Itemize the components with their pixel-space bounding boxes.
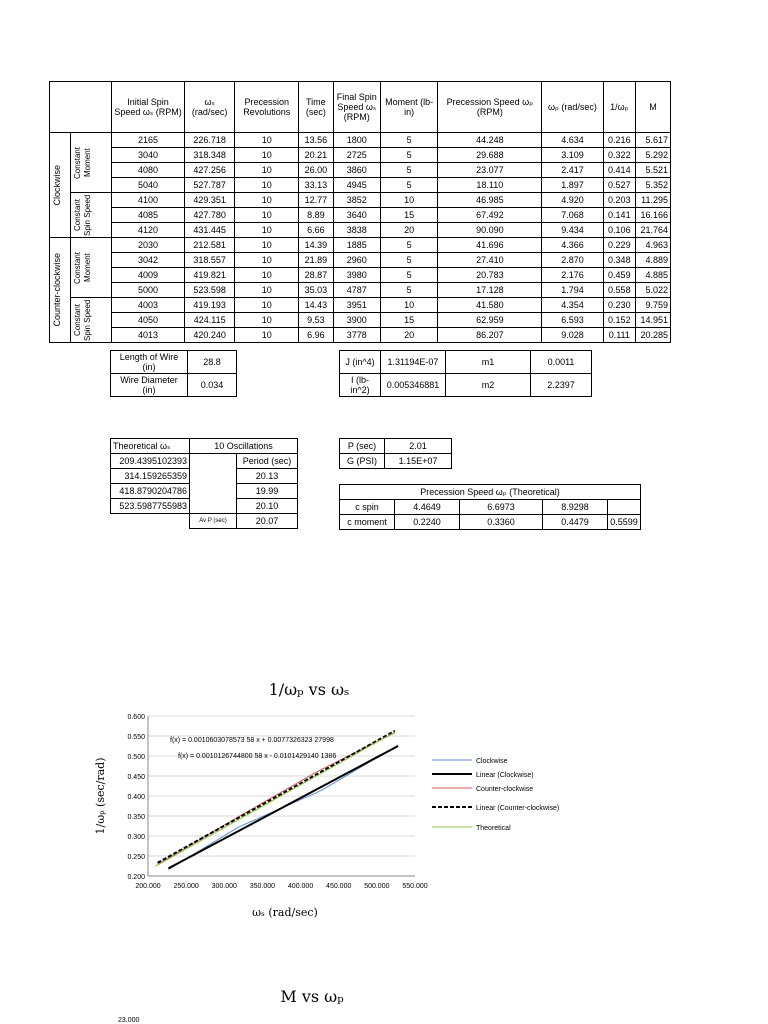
- table-cell: 4.634: [542, 133, 603, 148]
- theoretical-value: 523.5987755983: [111, 499, 190, 514]
- p-label: P (sec): [340, 439, 385, 454]
- table-cell: 10: [235, 268, 299, 283]
- table-cell: 41.696: [438, 238, 542, 253]
- avg-period-value: 20.07: [237, 514, 298, 529]
- subgroup-label: [70, 298, 111, 343]
- p-value: 2.01: [385, 439, 452, 454]
- table-cell: 10: [235, 178, 299, 193]
- table-cell: 5040: [111, 178, 184, 193]
- header-blank: [50, 82, 112, 133]
- table-cell: 2030: [111, 238, 184, 253]
- table-cell: 10: [235, 283, 299, 298]
- table-cell: 10: [235, 148, 299, 163]
- direction-text: Counter-clockwise: [52, 253, 62, 327]
- table-row: [50, 193, 671, 208]
- table-cell: 6.66: [299, 223, 333, 238]
- chart2-title: M vs ωₚ: [280, 987, 344, 1006]
- measurements-table: [49, 81, 671, 343]
- j-value: 1.31194E-07: [381, 351, 446, 374]
- table-cell: 1885: [333, 238, 381, 253]
- constants-table: [339, 438, 452, 469]
- y-tick-label: 0.200: [127, 874, 145, 881]
- subgroup-text: Constant Moment: [72, 251, 92, 284]
- table-row: [111, 374, 237, 397]
- table-cell: 4009: [111, 268, 184, 283]
- theoretical-header: Theoretical ωₛ: [111, 439, 190, 454]
- table-cell: 4787: [333, 283, 381, 298]
- table-cell: 35.03: [299, 283, 333, 298]
- direction-label: [50, 238, 71, 343]
- table-cell: 4120: [111, 223, 184, 238]
- table-cell: 3860: [333, 163, 381, 178]
- table-cell: 10: [235, 133, 299, 148]
- table-cell: 9.434: [542, 223, 603, 238]
- table-cell: 20: [381, 328, 438, 343]
- table-row: [50, 268, 671, 283]
- table-cell: 0.322: [603, 148, 636, 163]
- table-cell: 0.414: [603, 163, 636, 178]
- table-cell: 6.593: [542, 313, 603, 328]
- subgroup-text: Constant Spin Speed: [72, 194, 92, 236]
- header-cell: Time (sec): [299, 82, 333, 133]
- table-cell: 5: [381, 133, 438, 148]
- y-tick-label: 0.300: [127, 834, 145, 841]
- table-cell: 4100: [111, 193, 184, 208]
- table-cell: [608, 500, 641, 515]
- table-cell: 10: [235, 253, 299, 268]
- table-cell: 0.3360: [460, 515, 543, 530]
- annotation-text: f(x) = 0.0010126744800 58 x - 0.0101429140 1386: [178, 753, 337, 760]
- legend-label: Clockwise: [476, 758, 508, 765]
- x-tick-label: 350.000: [249, 883, 276, 890]
- table-cell: 5.022: [636, 283, 671, 298]
- table-row: [340, 439, 452, 454]
- period-label: Period (sec): [237, 454, 298, 469]
- wire-diameter-label: Wire Diameter (in): [111, 374, 188, 397]
- table-cell: 0.216: [603, 133, 636, 148]
- theoretical-value: 209.4395102393: [111, 454, 190, 469]
- y-tick-label: 0.450: [127, 774, 145, 781]
- table-row: [50, 313, 671, 328]
- table-cell: 3778: [333, 328, 381, 343]
- table-cell: 3980: [333, 268, 381, 283]
- table-cell: 23.077: [438, 163, 542, 178]
- table-cell: 3838: [333, 223, 381, 238]
- table-row: [50, 298, 671, 313]
- table-row: [340, 515, 641, 530]
- table-row: [50, 328, 671, 343]
- table-cell: 2960: [333, 253, 381, 268]
- table-cell: 0.229: [603, 238, 636, 253]
- wire-length-label: Length of Wire (in): [111, 351, 188, 374]
- header-cell: Precession Revolutions: [235, 82, 299, 133]
- table-cell: 11.295: [636, 193, 671, 208]
- table-cell: 4013: [111, 328, 184, 343]
- table-cell: 6.96: [299, 328, 333, 343]
- table-cell: 0.527: [603, 178, 636, 193]
- table-cell: 10: [235, 223, 299, 238]
- theoretical-value: 314.159265359: [111, 469, 190, 484]
- chart1-title: 1/ωₚ vs ωₛ: [268, 680, 350, 699]
- y-axis-label: 1/ωₚ (sec/rad): [94, 757, 107, 835]
- legend-label: Theoretical: [476, 825, 511, 832]
- table-cell: 18.110: [438, 178, 542, 193]
- series-line: [158, 733, 395, 865]
- y-tick-label: 0.500: [127, 754, 145, 761]
- subgroup-text: Constant Spin Speed: [72, 299, 92, 341]
- table-cell: 28.87: [299, 268, 333, 283]
- table-cell: 527.787: [185, 178, 235, 193]
- table-cell: 3900: [333, 313, 381, 328]
- table-cell: 41.580: [438, 298, 542, 313]
- header-cell: M: [636, 82, 671, 133]
- y-tick-label: 0.400: [127, 794, 145, 801]
- table-cell: 26.00: [299, 163, 333, 178]
- inertia-table: [339, 350, 592, 397]
- avg-period-label: Av P (sec): [190, 514, 237, 529]
- blank-cell: [111, 514, 190, 529]
- table-row: [340, 454, 452, 469]
- table-cell: 3040: [111, 148, 184, 163]
- table-cell: 5.521: [636, 163, 671, 178]
- table-cell: 14.951: [636, 313, 671, 328]
- table-cell: 318.348: [185, 148, 235, 163]
- table-cell: 2.870: [542, 253, 603, 268]
- table-cell: 1800: [333, 133, 381, 148]
- header-cell: Initial Spin Speed ωₛ (RPM): [111, 82, 184, 133]
- table-cell: 10: [381, 193, 438, 208]
- i-value: 0.005346881: [381, 374, 446, 397]
- table-cell: 10: [235, 328, 299, 343]
- subgroup-label: [70, 193, 111, 238]
- legend-label: Counter-clockwise: [476, 786, 534, 793]
- table-cell: 431.445: [185, 223, 235, 238]
- row-label: c spin: [340, 500, 395, 515]
- table-cell: 3951: [333, 298, 381, 313]
- header-row: [50, 82, 671, 133]
- table-cell: 0.152: [603, 313, 636, 328]
- j-label: J (in^4): [340, 351, 381, 374]
- table-cell: 1.794: [542, 283, 603, 298]
- table-cell: 10: [235, 313, 299, 328]
- series-line: [168, 745, 398, 869]
- table-cell: 0.5599: [608, 515, 641, 530]
- table-row: [50, 223, 671, 238]
- table-row: [111, 454, 298, 469]
- table-cell: 67.492: [438, 208, 542, 223]
- table-row: [50, 163, 671, 178]
- table-cell: 3640: [333, 208, 381, 223]
- m1-value: 0.0011: [531, 351, 592, 374]
- table-cell: 20.21: [299, 148, 333, 163]
- table-cell: 62.959: [438, 313, 542, 328]
- m1-label: m1: [446, 351, 531, 374]
- x-tick-label: 250.000: [173, 883, 199, 890]
- table-cell: 5: [381, 163, 438, 178]
- table-cell: 15: [381, 313, 438, 328]
- table-cell: 0.4479: [543, 515, 608, 530]
- table-cell: 4080: [111, 163, 184, 178]
- table-row: [340, 374, 592, 397]
- table-cell: 4945: [333, 178, 381, 193]
- table-row: [50, 133, 671, 148]
- table-row: [50, 208, 671, 223]
- table-cell: 419.193: [185, 298, 235, 313]
- x-tick-label: 300.000: [211, 883, 237, 890]
- table-row: [50, 148, 671, 163]
- series-line: [168, 746, 398, 868]
- table-cell: 5: [381, 178, 438, 193]
- table-cell: 5: [381, 283, 438, 298]
- table-row: [50, 253, 671, 268]
- blank-cell: [190, 454, 237, 514]
- table-cell: 10: [235, 193, 299, 208]
- subgroup-text: Constant Moment: [72, 146, 92, 179]
- table-cell: 90.090: [438, 223, 542, 238]
- legend-label: Linear (Counter-clockwise): [476, 805, 560, 812]
- x-tick-label: 200.000: [135, 883, 161, 890]
- table-cell: 429.351: [185, 193, 235, 208]
- table-cell: 86.207: [438, 328, 542, 343]
- wire-diameter-value: 0.034: [188, 374, 237, 397]
- series-line: [158, 731, 395, 863]
- table-cell: 419.821: [185, 268, 235, 283]
- x-axis-label: ωₛ (rad/sec): [252, 906, 318, 919]
- table-cell: 10: [235, 163, 299, 178]
- table-cell: 9.53: [299, 313, 333, 328]
- table-row: [340, 485, 641, 500]
- legend-label: Linear (Clockwise): [476, 772, 534, 779]
- header-cell: Precession Speed ωₚ (RPM): [438, 82, 542, 133]
- table-cell: 0.230: [603, 298, 636, 313]
- table-cell: 0.203: [603, 193, 636, 208]
- table-cell: 226.718: [185, 133, 235, 148]
- table-cell: 20: [381, 223, 438, 238]
- g-label: G (PSI): [340, 454, 385, 469]
- table-cell: 15: [381, 208, 438, 223]
- table-cell: 10: [235, 298, 299, 313]
- table-cell: 8.9298: [543, 500, 608, 515]
- table-cell: 5: [381, 238, 438, 253]
- oscillations-table: [110, 438, 298, 529]
- table-cell: 9.759: [636, 298, 671, 313]
- table-cell: 4085: [111, 208, 184, 223]
- table-cell: 13.56: [299, 133, 333, 148]
- table-cell: 33.13: [299, 178, 333, 193]
- table-cell: 5: [381, 268, 438, 283]
- table-cell: 0.459: [603, 268, 636, 283]
- header-cell: 1/ωₚ: [603, 82, 636, 133]
- header-cell: Final Spin Speed ωₛ (RPM): [333, 82, 381, 133]
- table-cell: 9.028: [542, 328, 603, 343]
- x-tick-label: 500.000: [364, 883, 390, 890]
- table-cell: 27.410: [438, 253, 542, 268]
- subgroup-label: [70, 238, 111, 298]
- table-cell: 7.068: [542, 208, 603, 223]
- table-cell: 424.115: [185, 313, 235, 328]
- table-cell: 4003: [111, 298, 184, 313]
- table-cell: 3852: [333, 193, 381, 208]
- series-line: [155, 732, 395, 866]
- table-cell: 21.764: [636, 223, 671, 238]
- header-cell: ωₛ (rad/sec): [185, 82, 235, 133]
- wire-table: [110, 350, 237, 397]
- table-cell: 17.128: [438, 283, 542, 298]
- oscillations-header: 10 Oscillations: [190, 439, 298, 454]
- table-cell: 10: [381, 298, 438, 313]
- table-cell: 2165: [111, 133, 184, 148]
- table-cell: 10: [235, 208, 299, 223]
- table-cell: 4.354: [542, 298, 603, 313]
- m2-label: m2: [446, 374, 531, 397]
- table-cell: 29.688: [438, 148, 542, 163]
- table-cell: 4.963: [636, 238, 671, 253]
- table-cell: 4.920: [542, 193, 603, 208]
- table-row: [340, 500, 641, 515]
- table-cell: 5.617: [636, 133, 671, 148]
- table-cell: 4050: [111, 313, 184, 328]
- table-cell: 0.111: [603, 328, 636, 343]
- table-cell: 10: [235, 238, 299, 253]
- table-cell: 1.897: [542, 178, 603, 193]
- table-cell: 0.106: [603, 223, 636, 238]
- table-cell: 0.558: [603, 283, 636, 298]
- table-cell: 0.348: [603, 253, 636, 268]
- table-cell: 21.89: [299, 253, 333, 268]
- annotation-text: f(x) = 0.0010603078573 58 x + 0.0077326323 27998: [170, 737, 334, 744]
- direction-label: [50, 133, 71, 238]
- chart2-top-tick: 23.000: [118, 1017, 140, 1024]
- period-value: 19.99: [237, 484, 298, 499]
- header-cell: Moment (lb-in): [381, 82, 438, 133]
- y-tick-label: 0.600: [127, 714, 145, 721]
- table-cell: 4.885: [636, 268, 671, 283]
- table-cell: 12.77: [299, 193, 333, 208]
- table-cell: 14.43: [299, 298, 333, 313]
- table-cell: 20.285: [636, 328, 671, 343]
- table-cell: 44.248: [438, 133, 542, 148]
- table-cell: 5: [381, 148, 438, 163]
- g-value: 1.15E+07: [385, 454, 452, 469]
- table-cell: 4.4649: [395, 500, 460, 515]
- table-cell: 3042: [111, 253, 184, 268]
- table-cell: 6.6973: [460, 500, 543, 515]
- table-cell: 5: [381, 253, 438, 268]
- period-value: 20.10: [237, 499, 298, 514]
- y-tick-label: 0.550: [127, 734, 145, 741]
- row-label: c moment: [340, 515, 395, 530]
- table-cell: 16.166: [636, 208, 671, 223]
- i-label: I (lb-in^2): [340, 374, 381, 397]
- wire-length-value: 28.8: [188, 351, 237, 374]
- m2-value: 2.2397: [531, 374, 592, 397]
- precession-theoretical-header: Precession Speed ωₚ (Theoretical): [340, 485, 641, 500]
- x-tick-label: 550.000: [402, 883, 428, 890]
- table-cell: 2.417: [542, 163, 603, 178]
- table-row: [50, 238, 671, 253]
- table-cell: 2.176: [542, 268, 603, 283]
- table-cell: 14.39: [299, 238, 333, 253]
- table-cell: 0.141: [603, 208, 636, 223]
- table-cell: 20.783: [438, 268, 542, 283]
- x-tick-label: 450.000: [326, 883, 352, 890]
- table-cell: 5.352: [636, 178, 671, 193]
- table-cell: 5000: [111, 283, 184, 298]
- period-value: 20.13: [237, 469, 298, 484]
- table-cell: 2725: [333, 148, 381, 163]
- table-row: [111, 439, 298, 454]
- x-tick-label: 400.000: [287, 883, 314, 890]
- table-cell: 5.292: [636, 148, 671, 163]
- table-row: [340, 351, 592, 374]
- table-cell: 427.780: [185, 208, 235, 223]
- table-cell: 212.581: [185, 238, 235, 253]
- table-cell: 4.366: [542, 238, 603, 253]
- precession-theoretical-table: [339, 484, 641, 530]
- direction-text: Clockwise: [52, 164, 62, 206]
- table-cell: 0.2240: [395, 515, 460, 530]
- table-row: [111, 514, 298, 529]
- table-cell: 4.889: [636, 253, 671, 268]
- table-cell: 3.109: [542, 148, 603, 163]
- header-cell: ωₚ (rad/sec): [542, 82, 603, 133]
- table-cell: 427.256: [185, 163, 235, 178]
- table-cell: 523.598: [185, 283, 235, 298]
- table-cell: 420.240: [185, 328, 235, 343]
- table-cell: 318.557: [185, 253, 235, 268]
- subgroup-label: [70, 133, 111, 193]
- table-row: [50, 283, 671, 298]
- table-cell: 46.985: [438, 193, 542, 208]
- y-tick-label: 0.350: [127, 814, 145, 821]
- theoretical-value: 418.8790204786: [111, 484, 190, 499]
- y-tick-label: 0.250: [127, 854, 145, 861]
- table-cell: 8.89: [299, 208, 333, 223]
- table-row: [50, 178, 671, 193]
- table-row: [111, 351, 237, 374]
